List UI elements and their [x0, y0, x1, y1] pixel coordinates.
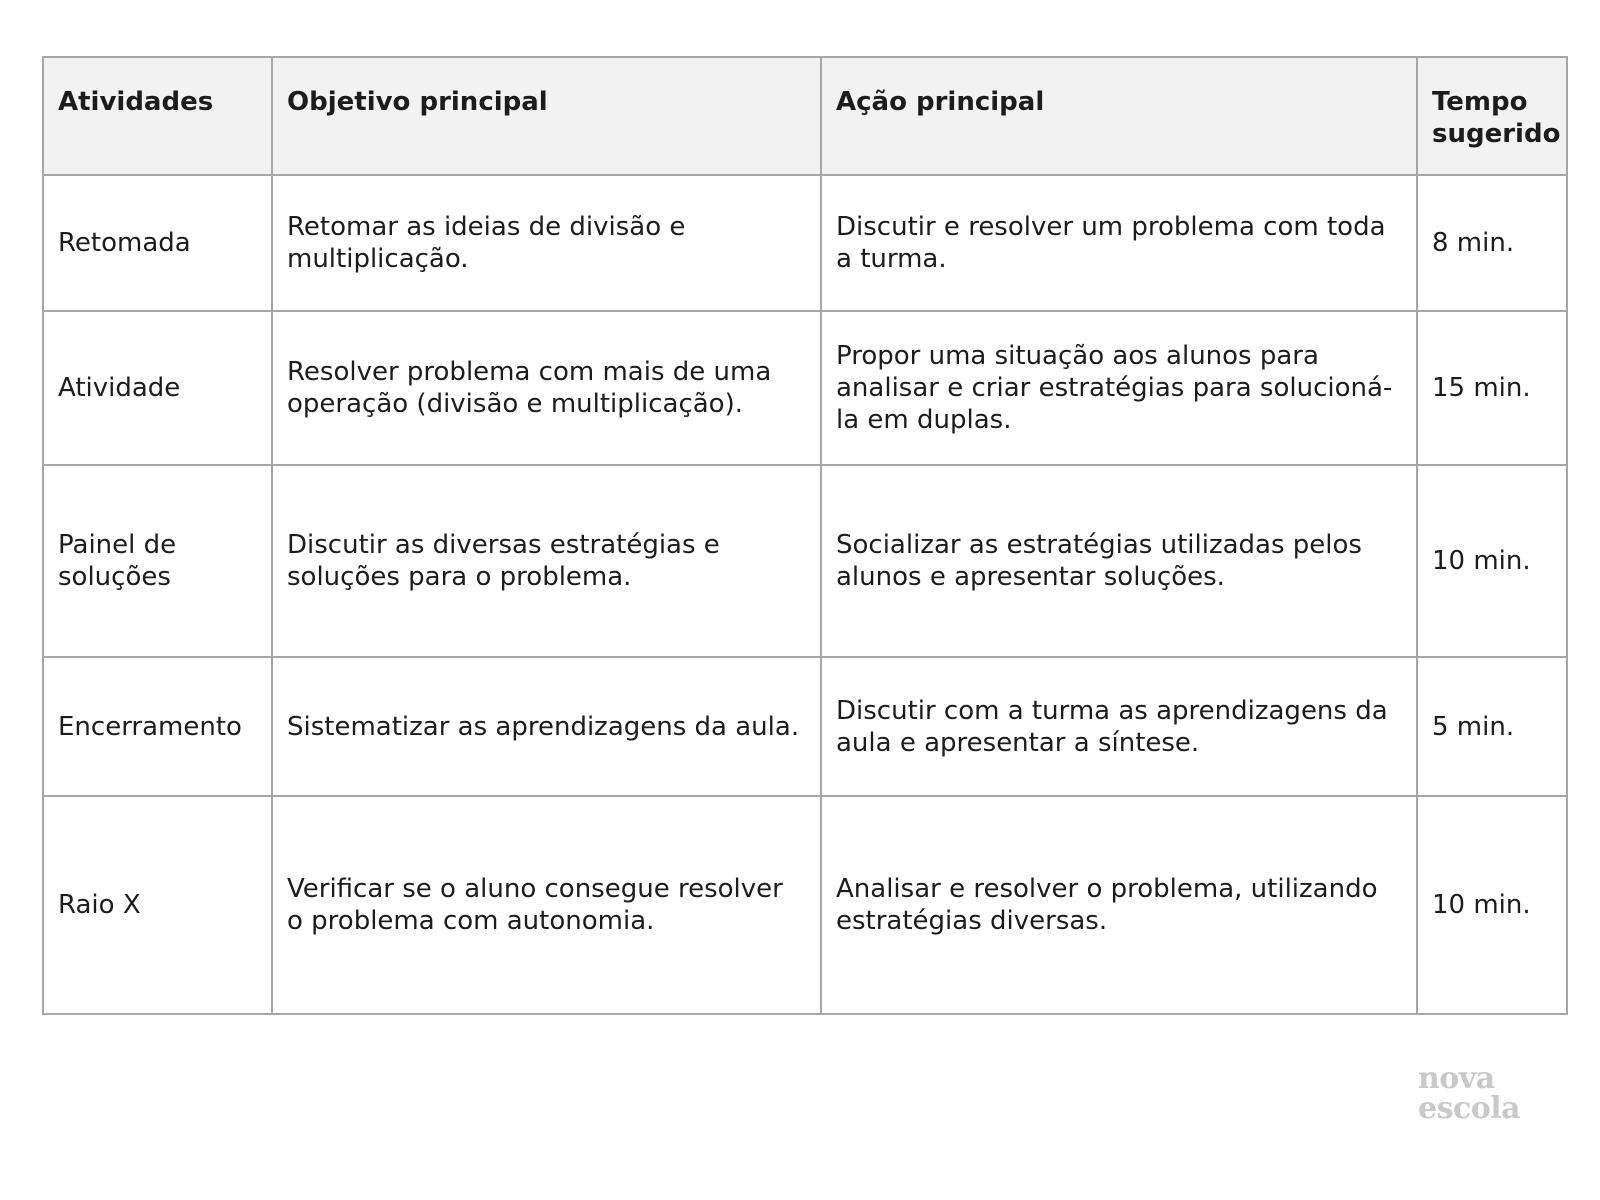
- table-row: [43, 175, 1567, 311]
- table-row: [43, 796, 1567, 1014]
- cell-objective: Retomar as ideias de divisão e multiplicação.: [272, 175, 821, 311]
- cell-action: Analisar e resolver o problema, utilizando estratégias diversas.: [821, 796, 1417, 1014]
- cell-objective: Discutir as diversas estratégias e soluções para o problema.: [272, 465, 821, 657]
- header-atividades: Atividades: [43, 57, 272, 175]
- cell-objective: Resolver problema com mais de uma operação (divisão e multiplicação).: [272, 311, 821, 465]
- cell-action: Discutir com a turma as aprendizagens da aula e apresentar a síntese.: [821, 657, 1417, 796]
- cell-action: Discutir e resolver um problema com toda a turma.: [821, 175, 1417, 311]
- header-objetivo: Objetivo principal: [272, 57, 821, 175]
- table-row: [43, 465, 1567, 657]
- cell-activity: Encerramento: [43, 657, 272, 796]
- lesson-plan-table: [42, 56, 1568, 1015]
- table-header-row: [43, 57, 1567, 175]
- cell-activity: Atividade: [43, 311, 272, 465]
- table-row: [43, 657, 1567, 796]
- cell-time: 5 min.: [1417, 657, 1567, 796]
- cell-time: 15 min.: [1417, 311, 1567, 465]
- cell-action: Propor uma situação aos alunos para analisar e criar estratégias para solucioná-la em duplas.: [821, 311, 1417, 465]
- cell-activity: Raio X: [43, 796, 272, 1014]
- cell-objective: Verificar se o aluno consegue resolver o problema com autonomia.: [272, 796, 821, 1014]
- table-row: [43, 311, 1567, 465]
- cell-objective: Sistematizar as aprendizagens da aula.: [272, 657, 821, 796]
- header-tempo: Tempo sugerido: [1417, 57, 1567, 175]
- nova-escola-logo: [1418, 1061, 1538, 1126]
- logo-line-escola: escola: [1418, 1091, 1521, 1126]
- header-acao: Ação principal: [821, 57, 1417, 175]
- cell-activity: Retomada: [43, 175, 272, 311]
- cell-action: Socializar as estratégias utilizadas pelos alunos e apresentar soluções.: [821, 465, 1417, 657]
- cell-time: 10 min.: [1417, 796, 1567, 1014]
- cell-time: 10 min.: [1417, 465, 1567, 657]
- cell-time: 8 min.: [1417, 175, 1567, 311]
- logo-line-nova: nova: [1418, 1061, 1495, 1096]
- cell-activity: Painel de soluções: [43, 465, 272, 657]
